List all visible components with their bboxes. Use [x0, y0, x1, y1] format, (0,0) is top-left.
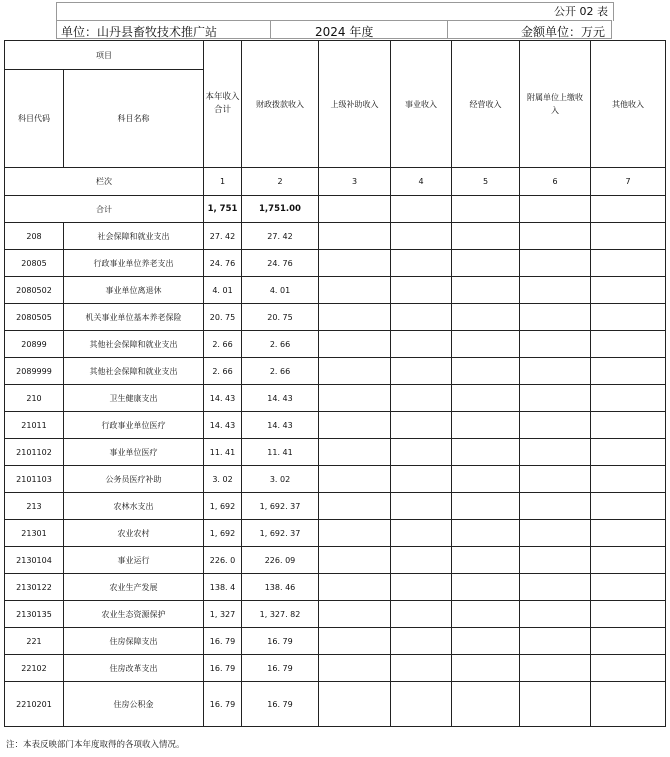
empty-cell — [391, 358, 452, 385]
year-label: 2024 年度 — [315, 25, 374, 39]
empty-cell — [391, 547, 452, 574]
row-total: 24. 76 — [204, 250, 242, 277]
empty-cell — [391, 466, 452, 493]
table-row — [5, 682, 666, 727]
empty-cell — [319, 304, 391, 331]
row-code: 2130135 — [5, 601, 64, 628]
empty-cell — [520, 250, 591, 277]
empty-cell — [520, 277, 591, 304]
empty-cell — [391, 601, 452, 628]
empty-cell — [319, 412, 391, 439]
row-code: 221 — [5, 628, 64, 655]
empty-cell — [591, 385, 666, 412]
empty-cell — [452, 574, 520, 601]
empty-cell — [591, 520, 666, 547]
empty-cell — [319, 331, 391, 358]
empty-cell — [520, 385, 591, 412]
row-total: 1, 692 — [204, 520, 242, 547]
row-fiscal: 27. 42 — [242, 223, 319, 250]
empty-cell — [452, 331, 520, 358]
table-row — [5, 493, 666, 520]
empty-cell — [452, 601, 520, 628]
empty-cell — [319, 466, 391, 493]
empty-cell — [452, 655, 520, 682]
empty-cell — [520, 601, 591, 628]
empty-cell — [591, 304, 666, 331]
row-name: 其他社会保障和就业支出 — [64, 358, 204, 385]
column-index-cell: 5 — [452, 168, 520, 196]
table-row — [5, 466, 666, 493]
fiscal-header: 财政拨款收入 — [242, 41, 319, 168]
affiliated-header: 附属单位上缴收入 — [520, 41, 591, 168]
empty-cell — [591, 574, 666, 601]
row-total: 4. 01 — [204, 277, 242, 304]
row-name: 行政事业单位养老支出 — [64, 250, 204, 277]
empty-cell — [319, 547, 391, 574]
empty-cell — [391, 223, 452, 250]
row-fiscal: 138. 46 — [242, 574, 319, 601]
row-name: 农业生产发展 — [64, 574, 204, 601]
row-code: 2101102 — [5, 439, 64, 466]
other-header: 其他收入 — [591, 41, 666, 168]
empty-cell — [591, 466, 666, 493]
row-fiscal: 1, 327. 82 — [242, 601, 319, 628]
income-table — [4, 40, 666, 727]
empty-cell — [520, 547, 591, 574]
row-total: 3. 02 — [204, 466, 242, 493]
row-code: 2101103 — [5, 466, 64, 493]
empty-cell — [452, 466, 520, 493]
empty-cell — [319, 250, 391, 277]
empty-cell — [452, 385, 520, 412]
empty-cell — [520, 520, 591, 547]
empty-cell — [452, 304, 520, 331]
empty-cell — [452, 250, 520, 277]
column-index-cell: 3 — [319, 168, 391, 196]
row-total: 2. 66 — [204, 331, 242, 358]
empty-cell — [319, 493, 391, 520]
table-row — [5, 601, 666, 628]
row-fiscal: 4. 01 — [242, 277, 319, 304]
table-row — [5, 520, 666, 547]
empty-cell — [520, 682, 591, 727]
empty-cell — [391, 385, 452, 412]
empty-cell — [319, 277, 391, 304]
empty-cell — [452, 682, 520, 727]
total-row-fiscal: 1,751.00 — [242, 196, 319, 223]
business-header: 事业收入 — [391, 41, 452, 168]
table-row — [5, 385, 666, 412]
row-total: 16. 79 — [204, 655, 242, 682]
table-row — [5, 358, 666, 385]
row-code: 2080505 — [5, 304, 64, 331]
row-total: 14. 43 — [204, 385, 242, 412]
row-code: 213 — [5, 493, 64, 520]
row-fiscal: 1, 692. 37 — [242, 493, 319, 520]
empty-cell — [391, 493, 452, 520]
superior-header: 上级补助收入 — [319, 41, 391, 168]
empty-cell — [591, 331, 666, 358]
empty-cell — [520, 358, 591, 385]
empty-cell — [591, 682, 666, 727]
row-total: 2. 66 — [204, 358, 242, 385]
empty-cell — [391, 439, 452, 466]
empty-cell — [319, 601, 391, 628]
empty-cell — [520, 331, 591, 358]
table-row — [5, 547, 666, 574]
row-code: 2080502 — [5, 277, 64, 304]
empty-cell — [391, 574, 452, 601]
empty-cell — [591, 250, 666, 277]
empty-cell — [452, 520, 520, 547]
row-fiscal: 3. 02 — [242, 466, 319, 493]
empty-cell — [452, 412, 520, 439]
column-index-label: 栏次 — [5, 168, 204, 196]
total-header: 本年收入合计 — [204, 41, 242, 168]
row-total: 16. 79 — [204, 628, 242, 655]
row-code: 2130122 — [5, 574, 64, 601]
empty-cell — [520, 493, 591, 520]
row-code: 20805 — [5, 250, 64, 277]
row-fiscal: 20. 75 — [242, 304, 319, 331]
empty-cell — [591, 277, 666, 304]
total-row-label: 合计 — [5, 196, 204, 223]
unit-label: 单位：山丹县畜牧技术推广站 — [61, 25, 218, 39]
column-index-cell: 1 — [204, 168, 242, 196]
row-total: 1, 692 — [204, 493, 242, 520]
row-code: 2210201 — [5, 682, 64, 727]
row-total: 226. 0 — [204, 547, 242, 574]
row-name: 住房保障支出 — [64, 628, 204, 655]
row-total: 16. 79 — [204, 682, 242, 727]
amount-unit-label: 金额单位：万元 — [520, 25, 605, 39]
empty-cell — [319, 358, 391, 385]
row-fiscal: 11. 41 — [242, 439, 319, 466]
empty-cell — [319, 520, 391, 547]
title-bar — [56, 2, 614, 21]
row-name: 事业运行 — [64, 547, 204, 574]
row-total: 138. 4 — [204, 574, 242, 601]
empty-cell — [452, 277, 520, 304]
info-divider — [447, 21, 448, 38]
row-total: 11. 41 — [204, 439, 242, 466]
empty-cell — [452, 358, 520, 385]
footnote: 注：本表反映部门本年度取得的各项收入情况。 — [6, 740, 185, 750]
empty-cell — [591, 601, 666, 628]
empty-cell — [520, 304, 591, 331]
empty-cell — [591, 412, 666, 439]
row-code: 20899 — [5, 331, 64, 358]
table-row — [5, 331, 666, 358]
row-total: 14. 43 — [204, 412, 242, 439]
row-name: 社会保障和就业支出 — [64, 223, 204, 250]
empty-cell — [391, 682, 452, 727]
empty-cell — [591, 628, 666, 655]
empty-cell — [591, 493, 666, 520]
row-code: 2130104 — [5, 547, 64, 574]
row-fiscal: 2. 66 — [242, 331, 319, 358]
table-row — [5, 655, 666, 682]
table-row — [5, 628, 666, 655]
table-row — [5, 277, 666, 304]
row-name: 事业单位离退休 — [64, 277, 204, 304]
row-name: 卫生健康支出 — [64, 385, 204, 412]
row-code: 208 — [5, 223, 64, 250]
row-total: 27. 42 — [204, 223, 242, 250]
empty-cell — [319, 574, 391, 601]
empty-cell — [319, 385, 391, 412]
row-code: 21301 — [5, 520, 64, 547]
empty-cell — [391, 304, 452, 331]
row-total: 20. 75 — [204, 304, 242, 331]
row-fiscal: 24. 76 — [242, 250, 319, 277]
empty-cell — [391, 628, 452, 655]
empty-cell — [452, 547, 520, 574]
empty-cell — [520, 655, 591, 682]
project-header: 项目 — [5, 41, 204, 70]
column-index-cell: 7 — [591, 168, 666, 196]
empty-cell — [520, 574, 591, 601]
empty-cell — [391, 655, 452, 682]
table-row — [5, 412, 666, 439]
row-fiscal: 16. 79 — [242, 682, 319, 727]
empty-cell — [391, 520, 452, 547]
info-divider — [270, 21, 271, 38]
table-number: 公开 02 表 — [554, 5, 608, 18]
row-name: 农业农村 — [64, 520, 204, 547]
empty-cell — [520, 412, 591, 439]
empty-cell — [591, 439, 666, 466]
empty-cell — [319, 628, 391, 655]
empty-cell — [591, 223, 666, 250]
empty-cell — [520, 466, 591, 493]
code-header: 科目代码 — [5, 70, 64, 168]
empty-cell — [591, 655, 666, 682]
row-fiscal: 16. 79 — [242, 628, 319, 655]
empty-cell — [319, 682, 391, 727]
info-bar — [56, 20, 612, 39]
name-header: 科目名称 — [64, 70, 204, 168]
empty-cell — [391, 277, 452, 304]
row-code: 22102 — [5, 655, 64, 682]
empty-cell — [319, 223, 391, 250]
row-fiscal: 14. 43 — [242, 385, 319, 412]
row-fiscal: 16. 79 — [242, 655, 319, 682]
row-name: 公务员医疗补助 — [64, 466, 204, 493]
empty-cell — [319, 655, 391, 682]
total-row-total: 1, 751 — [204, 196, 242, 223]
row-name: 事业单位医疗 — [64, 439, 204, 466]
empty-cell — [520, 628, 591, 655]
empty-cell — [452, 223, 520, 250]
empty-cell — [391, 250, 452, 277]
row-code: 21011 — [5, 412, 64, 439]
empty-cell — [452, 439, 520, 466]
table-row — [5, 574, 666, 601]
row-name: 农业生态资源保护 — [64, 601, 204, 628]
row-total: 1, 327 — [204, 601, 242, 628]
row-name: 其他社会保障和就业支出 — [64, 331, 204, 358]
empty-cell — [591, 547, 666, 574]
row-name: 住房改革支出 — [64, 655, 204, 682]
empty-cell — [520, 439, 591, 466]
row-name: 农林水支出 — [64, 493, 204, 520]
empty-cell — [391, 412, 452, 439]
table-row — [5, 439, 666, 466]
row-name: 行政事业单位医疗 — [64, 412, 204, 439]
table-row — [5, 304, 666, 331]
row-fiscal: 1, 692. 37 — [242, 520, 319, 547]
column-index-cell: 6 — [520, 168, 591, 196]
empty-cell — [452, 628, 520, 655]
empty-cell — [452, 493, 520, 520]
row-fiscal: 226. 09 — [242, 547, 319, 574]
empty-cell — [591, 358, 666, 385]
row-code: 2089999 — [5, 358, 64, 385]
row-name: 住房公积金 — [64, 682, 204, 727]
empty-cell — [319, 439, 391, 466]
table-row — [5, 250, 666, 277]
column-index-cell: 2 — [242, 168, 319, 196]
empty-cell — [391, 331, 452, 358]
empty-cell — [520, 223, 591, 250]
row-name: 机关事业单位基本养老保险 — [64, 304, 204, 331]
column-index-cell: 4 — [391, 168, 452, 196]
row-fiscal: 14. 43 — [242, 412, 319, 439]
row-code: 210 — [5, 385, 64, 412]
operating-header: 经营收入 — [452, 41, 520, 168]
table-row — [5, 223, 666, 250]
row-fiscal: 2. 66 — [242, 358, 319, 385]
